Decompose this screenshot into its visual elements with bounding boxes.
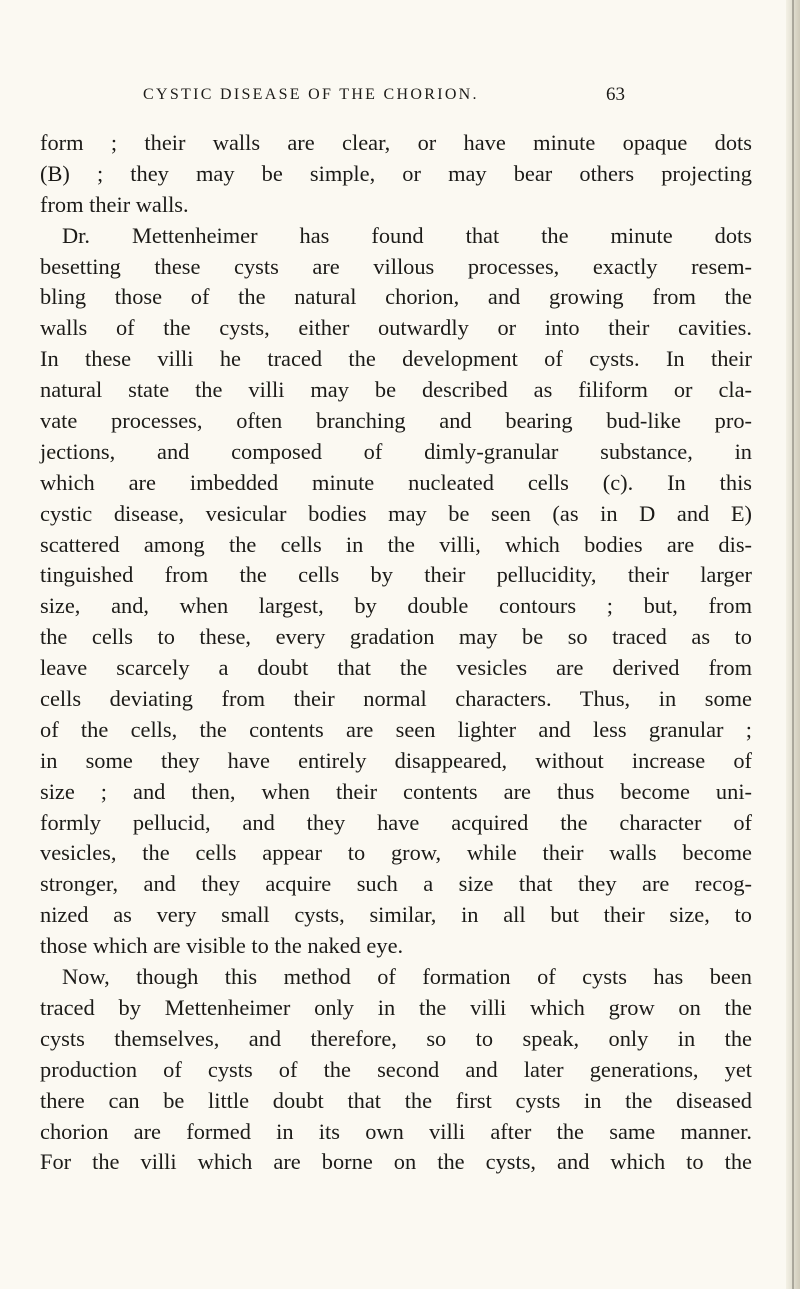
text-line: tinguished from the cells by their pellucidity, their larger: [40, 562, 752, 588]
text-line: form ; their walls are clear, or have minute opaque dots: [40, 130, 752, 155]
running-head: CYSTIC DISEASE OF THE CHORION.: [143, 86, 479, 103]
text-line: the cells to these, every gradation may be so traced as to: [40, 624, 752, 650]
text-line: (B) ; they may be simple, or may bear others projecting: [40, 160, 752, 186]
page-header: [0, 86, 800, 110]
text-line: walls of the cysts, either outwardly or into their cavities.: [40, 315, 752, 341]
text-line: size, and, when largest, by double contours ; but, from: [40, 593, 752, 619]
text-line: besetting these cysts are villous processes, exactly resem-: [40, 253, 752, 279]
text-line: vate processes, often branching and bearing bud-like pro-: [40, 408, 752, 434]
text-line: cystic disease, vesicular bodies may be seen (as in D and E): [40, 500, 752, 526]
text-line: those which are visible to the naked eye.: [40, 933, 404, 959]
text-line: from their walls.: [40, 191, 189, 217]
text-line: in some they have entirely disappeared, without increase of: [40, 747, 752, 773]
text-line: traced by Mettenheimer only in the villi which grow on the: [40, 994, 752, 1020]
page-number: 63: [606, 84, 625, 105]
text-line: nized as very small cysts, similar, in all but their size, to: [40, 902, 752, 928]
text-line: Dr. Mettenheimer has found that the minute dots: [62, 222, 752, 248]
text-line: In these villi he traced the development of cysts. In their: [40, 346, 752, 372]
text-line: production of cysts of the second and later generations, yet: [40, 1056, 752, 1082]
text-line: cysts themselves, and therefore, so to speak, only in the: [40, 1025, 752, 1051]
text-line: natural state the villi may be described as filiform or cla-: [40, 377, 752, 403]
text-line: bling those of the natural chorion, and growing from the: [40, 284, 752, 310]
text-line: stronger, and they acquire such a size that they are recog-: [40, 871, 752, 897]
text-line: scattered among the cells in the villi, which bodies are dis-: [40, 531, 752, 557]
text-line: vesicles, the cells appear to grow, while their walls become: [40, 840, 752, 866]
body-text: [40, 128, 752, 1178]
text-line: formly pellucid, and they have acquired the character of: [40, 809, 752, 835]
text-line: For the villi which are borne on the cysts, and which to the: [40, 1149, 752, 1175]
text-line: of the cells, the contents are seen lighter and less granular ;: [40, 716, 752, 742]
text-line: chorion are formed in its own villi after the same manner.: [40, 1118, 752, 1144]
text-line: Now, though this method of formation of cysts has been: [62, 964, 752, 990]
text-line: cells deviating from their normal characters. Thus, in some: [40, 686, 752, 712]
page-gutter-edge: [786, 0, 800, 1289]
text-line: size ; and then, when their contents are thus become uni-: [40, 778, 752, 804]
text-line: jections, and composed of dimly-granular substance, in: [40, 438, 752, 464]
text-line: there can be little doubt that the first cysts in the diseased: [40, 1087, 752, 1113]
text-line: leave scarcely a doubt that the vesicles are derived from: [40, 655, 752, 681]
text-line: which are imbedded minute nucleated cells (c). In this: [40, 469, 752, 495]
